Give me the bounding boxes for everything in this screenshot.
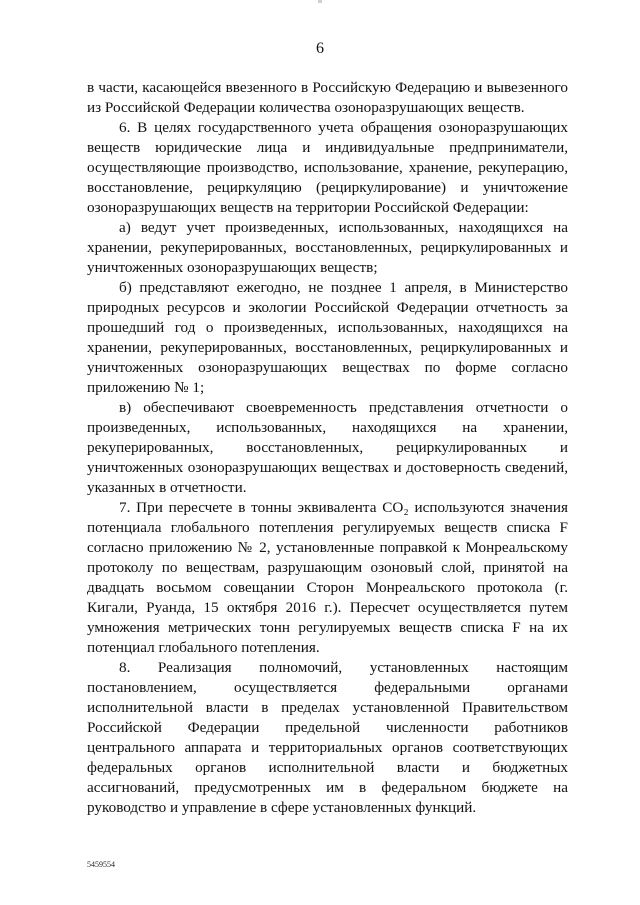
paragraph-subitem-a: а) ведут учет произведенных, использованных, находящихся на хранении, рекуперированных, восстановленных, рециркулированных и уничтоженных озоноразрушающих веществ; bbox=[87, 219, 568, 276]
paragraph-continuation: в части, касающейся ввезенного в Российскую Федерацию и вывезенного из Российской Федерации количества озоноразрушающих веществ. bbox=[87, 79, 568, 116]
paragraph-item-8: 8. Реализация полномочий, установленных настоящим постановлением, осуществляется федеральными органами исполнительной власти в пределах установленной Правительством Российской Федерации предельной численности работников центрального аппарата и территориальных органов соответствующих федеральных органов исполнительной власти и бюджетных ассигнований, предусмотренных им в федеральном бюджете на руководство и управление в сфере установленных функций. bbox=[87, 659, 568, 816]
paragraph-item-7: 7. При пересчете в тонны эквивалента CO₂ используются значения потенциала глобального потепления регулируемых веществ списка F согласно приложению № 2, установленные поправкой к Монреальскому протоколу по веществам, разрушающим озоновый слой, принятой на двадцать восьмом совещании Сторон Монреальского протокола (г. Кигали, Руанда, 15 октября 2016 г.). Пересчет осуществляется путем умножения метрических тонн регулируемых веществ списка F на их потенциал глобального потепления. bbox=[87, 499, 568, 656]
scan-mark bbox=[318, 0, 322, 3]
paragraph-subitem-b: б) представляют ежегодно, не позднее 1 апреля, в Министерство природных ресурсов и экологии Российской Федерации отчетность за прошедший год о произведенных, использованных, находящихся на хранении, рекуперированных, восстановленных, рециркулированных и уничтоженных озоноразрушающих веществах по форме согласно приложению № 1; bbox=[87, 279, 568, 396]
document-id: 5459554 bbox=[87, 860, 115, 869]
paragraph-subitem-v: в) обеспечивают своевременность представления отчетности о произведенных, использованных, находящихся на хранении, рекуперированных, восстановленных, рециркулированных и уничтоженных озоноразрушающих веществах и достоверность сведений, указанных в отчетности. bbox=[87, 399, 568, 496]
document-body bbox=[87, 78, 568, 818]
paragraph-item-6: 6. В целях государственного учета обращения озоноразрушающих веществ юридические лица и индивидуальные предприниматели, осуществляющие производство, использование, хранение, рекуперацию, восстановление, рециркуляцию (рециркулирование) и уничтожение озоноразрушающих веществ на территории Российской Федерации: bbox=[87, 119, 568, 216]
page-number: 6 bbox=[316, 40, 324, 57]
